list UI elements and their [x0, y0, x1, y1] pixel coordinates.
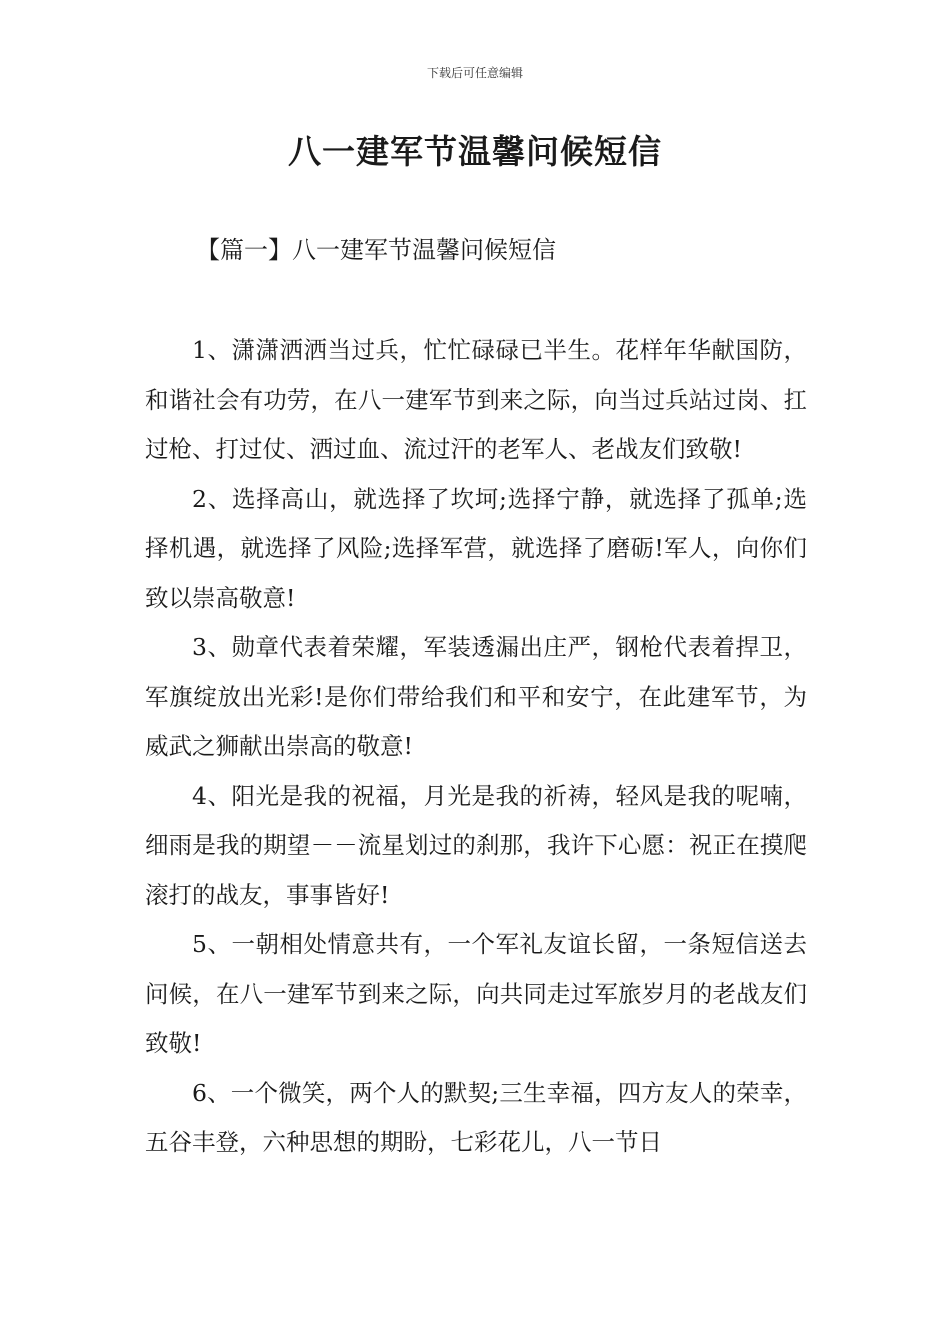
document-body [145, 326, 807, 1168]
paragraph-5: 5、一朝相处情意共有，一个军礼友谊长留，一条短信送去问候，在八一建军节到来之际，向共同走过军旅岁月的老战友们致敬! [145, 930, 807, 1057]
paragraph-2: 2、选择高山，就选择了坎坷;选择宁静，就选择了孤单;选择机遇，就选择了风险;选择军营，就选择了磨砺!军人，向你们致以崇高敬意! [145, 484, 807, 612]
paragraph-4: 4、阳光是我的祝福，月光是我的祈祷，轻风是我的呢喃，细雨是我的期望－－流星划过的刹那，我许下心愿：祝正在摸爬滚打的战友，事事皆好! [145, 781, 807, 909]
section-heading: 【篇一】八一建军节温馨问候短信 [196, 236, 556, 264]
header-note: 下载后可任意编辑 [426, 66, 523, 80]
page-title: 八一建军节温馨问候短信 [288, 132, 662, 171]
paragraph-1: 1、潇潇洒洒当过兵，忙忙碌碌已半生。花样年华献国防，和谐社会有功劳，在八一建军节到来之际，向当过兵站过岗、扛过枪、打过仗、洒过血、流过汗的老军人、老战友们致敬! [145, 336, 807, 463]
paragraph-3: 3、勋章代表着荣耀，军装透漏出庄严，钢枪代表着捍卫，军旗绽放出光彩!是你们带给我们和平和安宁，在此建军节，为威武之狮献出崇高的敬意! [145, 633, 807, 760]
paragraph-6: 6、一个微笑，两个人的默契;三生幸福，四方友人的荣幸，五谷丰登，六种思想的期盼，七彩花儿，八一节日 [145, 1078, 807, 1156]
